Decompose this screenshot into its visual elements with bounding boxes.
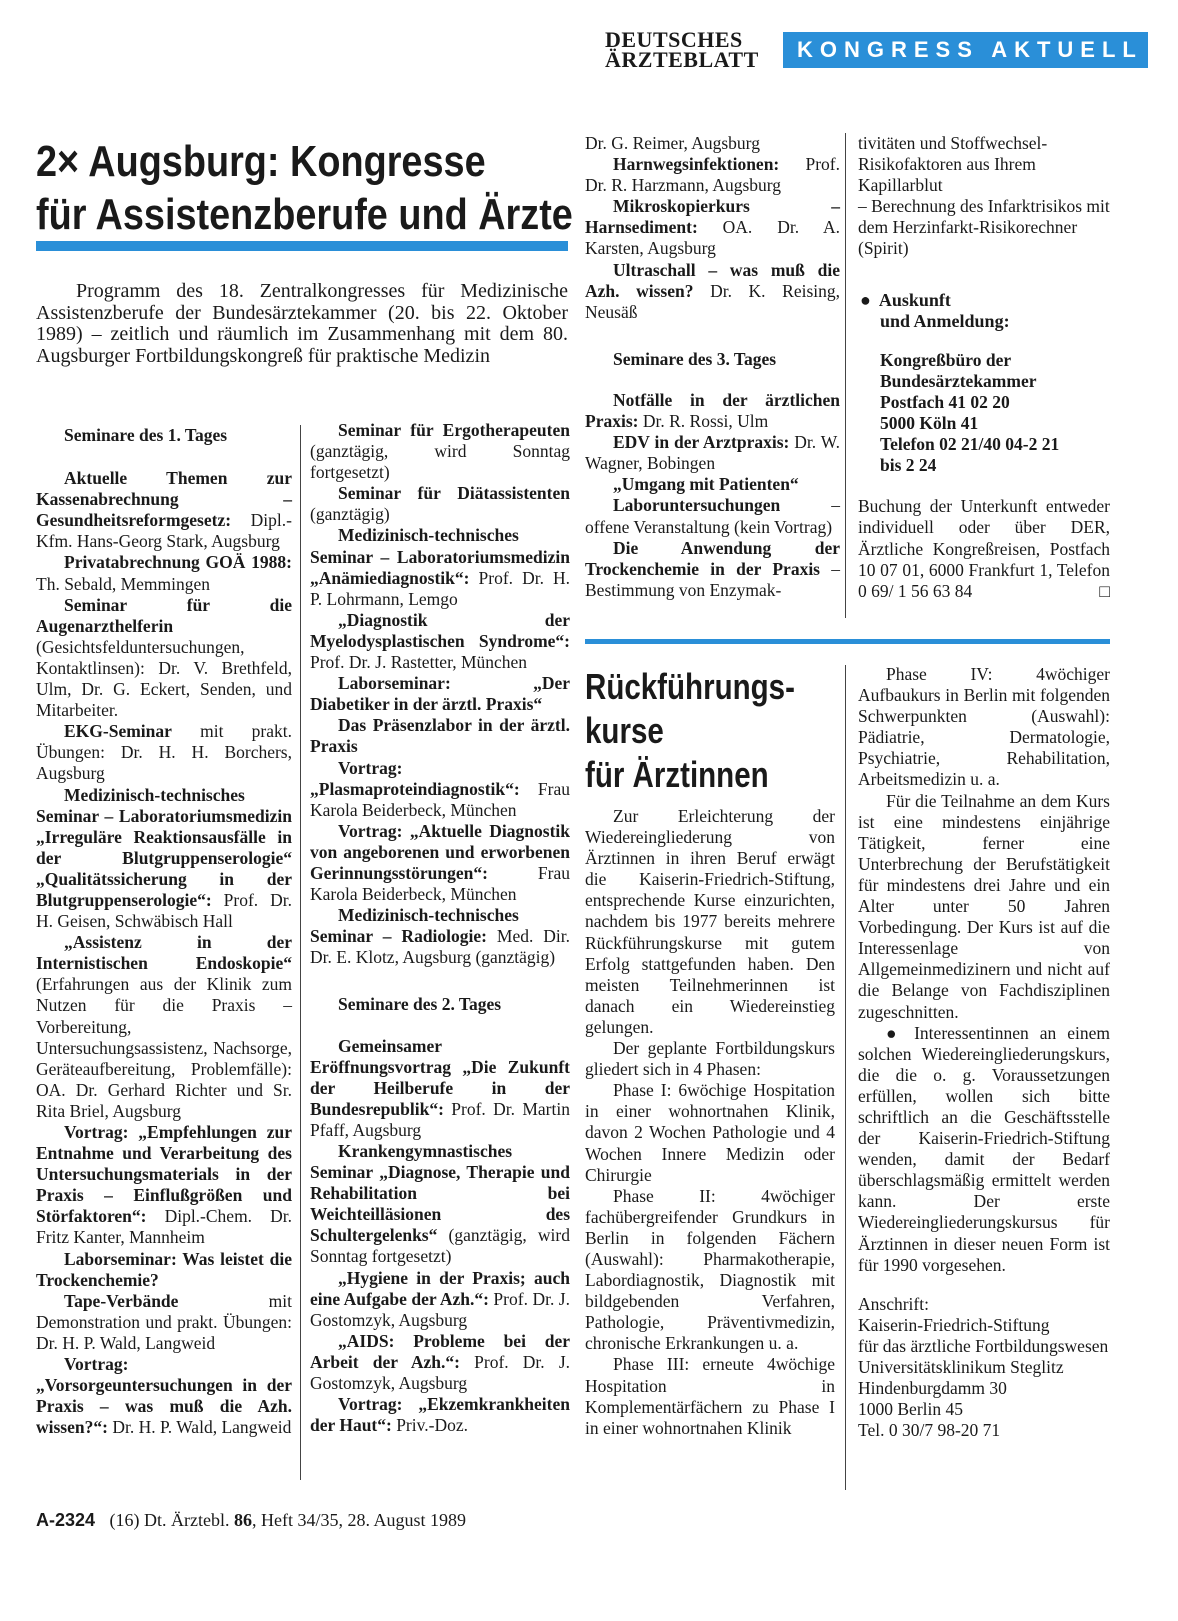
program-entry-title: „Assistenz in der Internistischen Endoskopie“ <box>36 932 292 974</box>
program-entry <box>36 785 292 933</box>
footer-volume: 86 <box>234 1510 253 1530</box>
program-entry-detail: Frau Karola Beiderbeck, München <box>310 778 570 820</box>
program-entry-detail: Th. Sebald, Memmingen <box>36 573 211 594</box>
bullet-icon: ● <box>860 289 871 310</box>
body-paragraph: Anschrift: <box>858 1293 929 1314</box>
program-entry-detail: Prof. Dr. H. P. Lohrmann, Lemgo <box>310 567 570 609</box>
program-entry <box>310 905 570 968</box>
program-entry-title: Die Anwendung der Trockenchemie in der Praxis <box>585 537 840 579</box>
program-entry <box>310 1394 570 1436</box>
program-entry <box>585 432 840 474</box>
program-entry-title: Mikroskopierkurs – Harnsediment: <box>585 196 840 238</box>
article2-headline-line3: für Ärztinnen <box>585 754 769 795</box>
program-entry <box>310 610 570 673</box>
article1-column-3 <box>585 133 840 601</box>
footer-ref: (16) Dt. Ärztebl. <box>109 1510 230 1530</box>
program-entry-title: Laborseminar: „Der Diabetiker in der ärztl. Praxis“ <box>310 673 570 715</box>
program-entry-detail: (Erfahrungen aus der Klinik zum Nutzen für die Praxis – Vorbereitung, Untersuchungsassistenz, Nachsorge, Geräteaufbereitung, Problemfälle): OA. Dr. Gerhard Richter und Sr. Rita Briel, Augsburg <box>36 974 292 1121</box>
program-entry-title: Laboruntersuchungen <box>613 495 781 516</box>
program-entry-detail: mit Demonstration und prakt. Übungen: Dr. H. P. Wald, Langweid <box>36 1290 292 1353</box>
body-paragraph: Bundesärztekammer <box>880 370 1037 391</box>
article2-column-a <box>585 806 835 1439</box>
program-entry <box>310 673 570 715</box>
article1-headline-line2: für Assistenzberufe und Ärzte <box>36 190 573 239</box>
program-entry <box>310 715 570 757</box>
program-entry <box>36 721 292 784</box>
program-entry <box>310 821 570 905</box>
body-paragraph: Kongreßbüro der <box>880 349 1012 370</box>
masthead-line2: ÄRZTEBLATT <box>605 47 759 72</box>
end-mark: □ <box>1099 580 1110 601</box>
program-entry <box>36 1291 292 1354</box>
program-entry <box>585 538 840 601</box>
bullet-icon: ● <box>886 1022 915 1043</box>
program-entry-title: Seminar für Ergotherapeuten <box>338 420 570 440</box>
auskunft-line1: Auskunft <box>878 289 951 310</box>
article2-column-b <box>858 664 1110 1441</box>
section-heading-day3: Seminare des 3. Tages <box>613 348 777 369</box>
body-paragraph: für das ärztliche Fortbildungswesen <box>858 1335 1109 1356</box>
body-paragraph: Universitätsklinikum Steglitz <box>858 1357 1064 1377</box>
body-paragraph: Der geplante Fortbildungskurs gliedert sich in 4 Phasen: <box>585 1038 835 1080</box>
program-entry <box>36 1249 292 1291</box>
program-entry-detail: OA. Dr. A. Karsten, Augsburg <box>585 217 840 259</box>
body-paragraph: Kaiserin-Friedrich-Stiftung <box>858 1314 1050 1335</box>
interest-paragraph <box>858 1023 1110 1276</box>
interest-text: Interessentinnen an einem solchen Wiedereingliederungskurs, die die o. g. Voraussetzungen erfüllen, wollen sich bitte schriftlich an die Geschäftsstelle der Kaiserin-Friedrich-Stiftung wenden, damit der Bedarf überschlagsmäßig ermittelt werden kann. Der erste Wiedereingliederungskursus für Ärztinnen in dieser neuen Form ist für 1990 vorgesehen. <box>858 1022 1110 1275</box>
continued-text: tivitäten und Stoffwechsel-Risikofaktoren aus Ihrem Kapillarblut <box>858 133 1048 196</box>
article2-headline <box>585 665 795 797</box>
program-entry-title: Ultraschall – was muß die Azh. wissen? <box>585 259 840 301</box>
article1-column-4 <box>858 133 1110 602</box>
program-entry <box>585 495 840 537</box>
program-entry-title: Vortrag: „Ekzemkrankheiten der Haut“: <box>310 1394 570 1436</box>
program-entry-title: Seminar für die Augenarzthelferin <box>36 594 292 636</box>
program-entry-detail: Dipl.-Kfm. Hans-Georg Stark, Augsburg <box>36 510 292 552</box>
program-entry-detail: Prof. Dr. Martin Pfaff, Augsburg <box>310 1098 570 1140</box>
address-block <box>858 350 1110 477</box>
continued-text: Dr. G. Reimer, Augsburg <box>585 133 760 153</box>
program-entry-detail: Dr. K. Reising, Neusäß <box>585 280 840 322</box>
program-entry-detail: (ganztägig, wird Sonntag fortgesetzt) <box>310 441 570 483</box>
program-entry-detail: – Bestimmung von Enzymak- <box>585 558 841 600</box>
program-entry <box>585 390 840 432</box>
section-heading-day1: Seminare des 1. Tages <box>64 425 228 445</box>
program-entry-title: EDV in der Arztpraxis: <box>613 432 790 453</box>
program-entry <box>310 1331 570 1394</box>
foundation-address <box>858 1294 1110 1442</box>
headline-rule <box>36 241 568 251</box>
program-entry-title: Privatabrechnung GOÄ 1988: <box>64 552 292 573</box>
program-entry <box>310 1036 570 1141</box>
article2-rule <box>585 639 1110 644</box>
body-paragraph: Hindenburgdamm 30 <box>858 1378 1007 1399</box>
masthead-line1: DEUTSCHES <box>605 27 743 52</box>
program-entry-detail: Prof. Dr. R. Harzmann, Augsburg <box>585 154 840 196</box>
program-entry <box>36 1354 292 1438</box>
program-entry-detail: (Gesichtsfelduntersuchungen, Kontaktlinsen): Dr. V. Brethfeld, Ulm, Dr. G. Eckert, Senden, und Mitarbeiter. <box>36 636 292 721</box>
program-entry-detail: Med. Dir. Dr. E. Klotz, Augsburg (ganztägig) <box>310 926 570 968</box>
program-entry-title: Vortrag: „Aktuelle Diagnostik von angeborenen und erworbenen Gerinnungsstörungen“: <box>310 820 570 883</box>
section-heading-day2: Seminare des 2. Tages <box>338 994 502 1015</box>
program-entry <box>310 420 570 483</box>
program-entry-title: Gemeinsamer Eröffnungsvortrag „Die Zukunft der Heilberufe in der Bundesrepublik“: <box>310 1035 570 1119</box>
auskunft-line2: und Anmeldung: <box>880 310 1010 331</box>
program-entry-title: Medizinisch-technisches Seminar – Radiologie: <box>310 905 519 947</box>
body-paragraph: Phase I: 6wöchige Hospitation in einer wohnortnahen Klinik, davon 2 Wochen Pathologie und 4 Wochen Innere Medizin oder Chirurgie <box>585 1080 835 1185</box>
program-entry-detail: Prof. Dr. J. Rastetter, München <box>310 652 528 673</box>
program-entry-title: „Hygiene in der Praxis; auch eine Aufgabe der Azh.“: <box>310 1267 570 1309</box>
program-entry-title: EKG-Seminar <box>64 721 172 742</box>
program-entry <box>36 932 292 1122</box>
program-entry-detail: Frau Karola Beiderbeck, München <box>310 862 570 905</box>
body-paragraph: Phase II: 4wöchiger fachübergreifender Grundkurs in Berlin in folgenden Fächern (Auswahl): Pharmakotherapie, Labordiagnostik, Diagnostik mit bildgebenden Verfahren, Pathologie, Präventivmedizin, chronische Erkrankungen u. a. <box>585 1185 835 1354</box>
body-paragraph: Phase IV: 4wöchiger Aufbaukurs in Berlin mit folgenden Schwerpunkten (Auswahl): Pädiatrie, Dermatologie, Psychiatrie, Rehabilitation, Arbeitsmedizin u. a. <box>858 664 1110 790</box>
article1-column-1 <box>36 425 292 1438</box>
article1-headline-line1: 2× Augsburg: Kongresse <box>36 137 486 186</box>
page-footer <box>36 1510 466 1531</box>
article1-column-2 <box>310 420 570 1436</box>
booking-body: Buchung der Unterkunft entweder individuell oder über DER, Ärztliche Kongreßreisen, Postfach 10 07 01, 6000 Frankfurt 1, Telefon 0 69/ 1 56 63 84 <box>858 496 1110 601</box>
program-entry-title: Seminar für Diätassistenten <box>338 483 570 504</box>
program-entry-detail: (ganztägig, wird Sonntag fortgesetzt) <box>310 1225 570 1267</box>
program-entry-title: Medizinisch-technisches Seminar – Laboratoriumsmedizin „Anämiediagnostik“: <box>310 525 570 588</box>
program-entry-detail: mit prakt. Übungen: Dr. H. H. Borchers, Augsburg <box>36 721 292 784</box>
program-entry <box>310 525 570 609</box>
program-entry <box>310 1268 570 1331</box>
program-entry-detail: Prof. Dr. J. Gostomzyk, Augsburg <box>310 1288 570 1330</box>
body-paragraph: Phase III: erneute 4wöchige Hospitation in Komplementärfächern zu Phase I in einer wohnortnahen Klinik <box>585 1354 835 1438</box>
program-entry-detail: Priv.-Doz. <box>391 1415 468 1436</box>
body-paragraph: Tel. 0 30/7 98-20 71 <box>858 1420 1001 1441</box>
program-entry-detail: Prof. Dr. J. Gostomzyk, Augsburg <box>310 1351 571 1394</box>
body-paragraph: bis 2 24 <box>880 455 937 476</box>
auskunft-heading <box>858 290 1110 311</box>
program-entry-title: „AIDS: Probleme bei der Arbeit der Azh.“: <box>310 1330 570 1372</box>
article1-intro: Programm des 18. Zentralkongresses für Medizinische Assistenzberufe der Bundesärztekammer (20. bis 22. Oktober 1989) – zeitlich und räumlich im Zusammenhang mit dem 80. Augsburger Fortbildungskongreß für praktische Medizin <box>36 280 568 367</box>
body-paragraph: Für die Teilnahme an dem Kurs ist eine mindestens einjährige Tätigkeit, ferner eine Unterbrechung der Berufstätigkeit für mindestens drei Jahre und ein Alter unter 50 Jahren Vorbedingung. Der Kurs ist auf die Interessenlage von Allgemeinmedizinern und nicht auf die Belange von Fachdisziplinen zugeschnitten. <box>858 790 1110 1022</box>
program-entry-title: Notfälle in der ärztlichen Praxis: <box>585 389 840 432</box>
program-entry <box>585 154 840 196</box>
column-divider <box>845 133 846 618</box>
program-entry <box>585 196 840 259</box>
body-paragraph: 5000 Köln 41 <box>880 413 979 434</box>
body-paragraph: Postfach 41 02 20 <box>880 391 1010 412</box>
program-entry-detail: Prof. Dr. H. Geisen, Schwäbisch Hall <box>36 889 292 932</box>
program-entry-title: Krankengymnastisches Seminar „Diagnose, Therapie und Rehabilitation bei Weichteilläsionen des Schultergelenks“ <box>310 1141 570 1246</box>
program-entry-title: „Umgang mit Patienten“ <box>613 474 799 495</box>
page-number: A-2324 <box>36 1510 96 1530</box>
program-entry-title: Das Präsenzlabor in der ärztl. Praxis <box>310 715 570 757</box>
program-entry <box>310 483 570 525</box>
body-paragraph: 1000 Berlin 45 <box>858 1399 963 1420</box>
booking-text <box>858 496 1110 601</box>
program-entry <box>36 595 292 722</box>
program-entry-title: Vortrag: „Empfehlungen zur Entnahme und Verarbeitung des Untersuchungsmaterials in der Praxis – Einflußgrößen und Störfaktoren“: <box>36 1122 292 1227</box>
program-entry-title: Aktuelle Themen zur Kassenabrechnung – Gesundheitsreformgesetz: <box>36 468 292 531</box>
program-entry-detail: Dr. H. P. Wald, Langweid <box>107 1417 292 1438</box>
article2-headline-line2: kurse <box>585 710 664 751</box>
program-entry-detail: – offene Veranstaltung (kein Vortrag) <box>585 495 840 537</box>
body-paragraph: Telefon 02 21/40 04-2 21 <box>880 434 1060 455</box>
program-entry-title: Tape-Verbände <box>64 1290 179 1311</box>
program-entry <box>310 758 570 821</box>
section-banner: KONGRESS AKTUELL <box>783 32 1148 68</box>
program-entry <box>310 1141 570 1268</box>
column-divider <box>845 665 846 1490</box>
continued-text-2: – Berechnung des Infarktrisikos mit dem Herzinfarkt-Risikorechner (Spirit) <box>858 196 1110 259</box>
body-paragraph: Zur Erleichterung der Wiedereingliederung von Ärztinnen in ihren Beruf erwägt die Kaiserin-Friedrich-Stiftung, entsprechende Kurse einzurichten, nachdem bis 1977 bereits mehrere Rückführungskurse mit gutem Erfolg stattgefunden haben. Den meisten Teilnehmerinnen ist danach ein Wiedereinstieg gelungen. <box>585 806 835 1037</box>
column-divider <box>300 425 301 1480</box>
program-entry <box>585 260 840 323</box>
program-entry-detail: (ganztägig) <box>310 504 390 525</box>
program-entry <box>36 1122 292 1249</box>
program-entry-title: Vortrag: „Plasmaproteindiagnostik“: <box>310 757 520 799</box>
program-entry-title: Harnwegsinfektionen: <box>613 154 780 175</box>
program-entry <box>36 468 292 552</box>
footer-issue: , Heft 34/35, 28. August 1989 <box>252 1510 467 1530</box>
program-entry-detail: Dipl.-Chem. Dr. Fritz Kanter, Mannheim <box>36 1206 292 1248</box>
article2-headline-line1: Rückführungs- <box>585 666 795 707</box>
program-entry-title: Vortrag: „Vorsorgeuntersuchungen in der Praxis – was muß die Azh. wissen?“: <box>36 1354 292 1438</box>
masthead-logo <box>605 27 765 72</box>
program-entry <box>585 474 840 495</box>
program-entry-title: „Diagnostik der Myelodysplastischen Syndrome“: <box>310 609 570 651</box>
program-entry-title: Laborseminar: Was leistet die Trockenchemie? <box>36 1248 292 1290</box>
program-entry <box>36 552 292 594</box>
program-entry-title: Medizinisch-technisches Seminar – Laboratoriumsmedizin „Irreguläre Reaktionsausfälle in der Blutgruppenserologie“ „Qualitätssicherung in der Blutgruppenserologie“: <box>36 784 292 910</box>
program-entry-detail: Dr. R. Rossi, Ulm <box>638 411 769 432</box>
program-entry-detail: Dr. W. Wagner, Bobingen <box>585 432 840 474</box>
